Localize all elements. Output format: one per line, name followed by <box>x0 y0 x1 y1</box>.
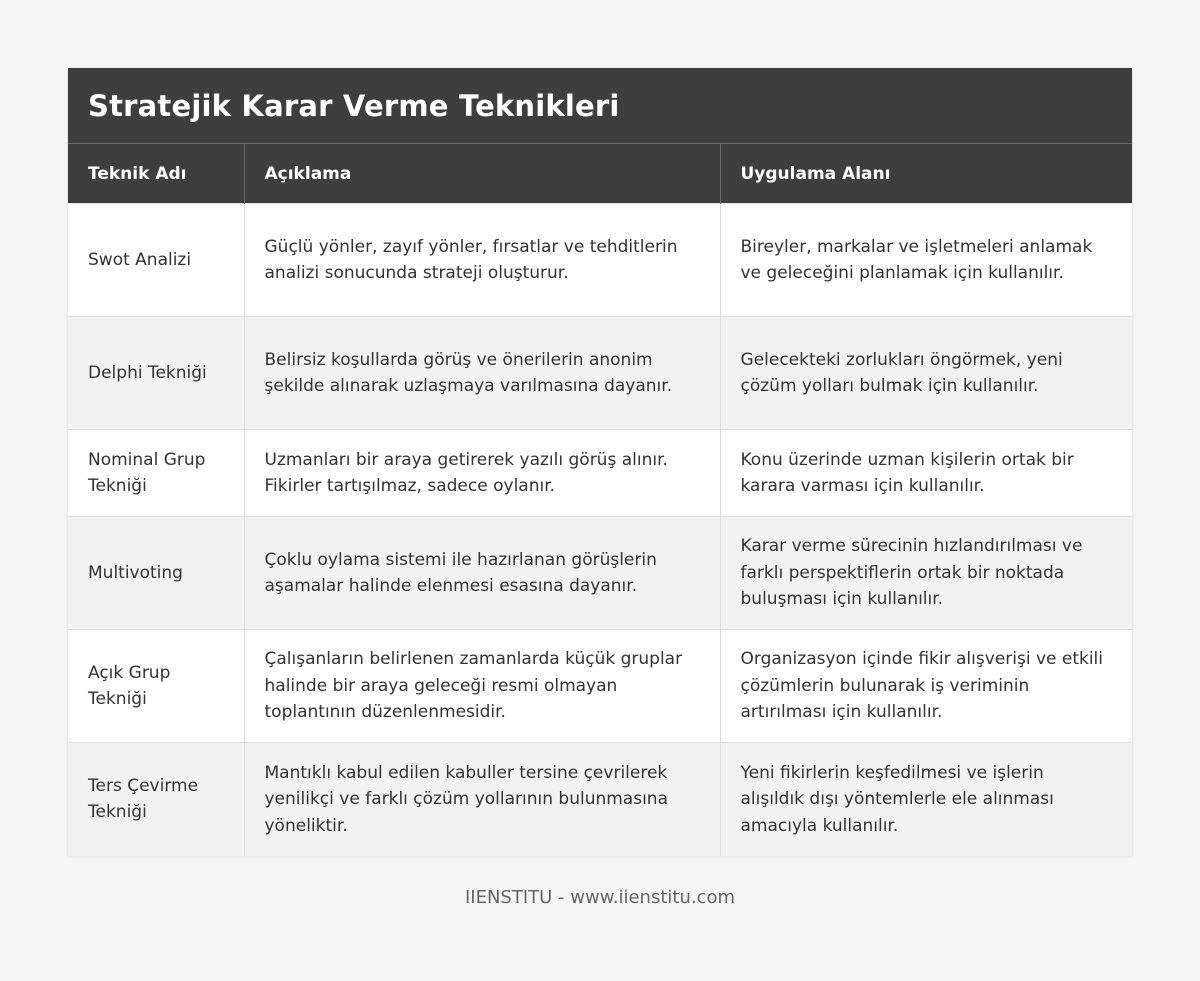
application-cell: Organizasyon içinde fikir alışverişi ve etkili çözümlerin bulunarak iş veriminin artırılması için kullanılır. <box>720 630 1132 743</box>
technique-name-cell: Açık Grup Tekniği <box>68 630 244 743</box>
table-row <box>68 430 1132 517</box>
application-cell: Yeni fikirlerin keşfedilmesi ve işlerin alışıldık dışı yöntemlerle ele alınması amacıyla kullanılır. <box>720 743 1132 856</box>
table-row <box>68 630 1132 743</box>
technique-name-cell: Nominal Grup Tekniği <box>68 430 244 517</box>
table-row <box>68 743 1132 856</box>
application-cell: Karar verme sürecinin hızlandırılması ve farklı perspektiflerin ortak bir noktada buluşması için kullanılır. <box>720 517 1132 630</box>
column-header-technique-name: Teknik Adı <box>68 144 244 204</box>
technique-name-cell: Swot Analizi <box>68 204 244 317</box>
title-bar <box>68 68 1132 143</box>
techniques-table <box>68 143 1132 856</box>
table-row <box>68 204 1132 317</box>
description-cell: Uzmanları bir araya getirerek yazılı görüş alınır. Fikirler tartışılmaz, sadece oylanır. <box>244 430 720 517</box>
footer-credit: IIENSTITU - www.iienstitu.com <box>464 887 736 908</box>
description-cell: Belirsiz koşullarda görüş ve önerilerin anonim şekilde alınarak uzlaşmaya varılmasına dayanır. <box>244 317 720 430</box>
table-row <box>68 317 1132 430</box>
application-cell: Gelecekteki zorlukları öngörmek, yeni çözüm yolları bulmak için kullanılır. <box>720 317 1132 430</box>
application-cell: Bireyler, markalar ve işletmeleri anlamak ve geleceğini planlamak için kullanılır. <box>720 204 1132 317</box>
column-header-application-area: Uygulama Alanı <box>720 144 1132 204</box>
column-header-description: Açıklama <box>244 144 720 204</box>
content-card <box>68 68 1132 856</box>
technique-name-cell: Delphi Tekniği <box>68 317 244 430</box>
technique-name-cell: Ters Çevirme Tekniği <box>68 743 244 856</box>
description-cell: Mantıklı kabul edilen kabuller tersine çevrilerek yenilikçi ve farklı çözüm yollarının bulunmasına yöneliktir. <box>244 743 720 856</box>
page-title: Stratejik Karar Verme Teknikleri <box>88 88 620 123</box>
table-header-row <box>68 144 1132 204</box>
table-row <box>68 517 1132 630</box>
description-cell: Çoklu oylama sistemi ile hazırlanan görüşlerin aşamalar halinde elenmesi esasına dayanır. <box>244 517 720 630</box>
technique-name-cell: Multivoting <box>68 517 244 630</box>
description-cell: Güçlü yönler, zayıf yönler, fırsatlar ve tehditlerin analizi sonucunda strateji oluşturur. <box>244 204 720 317</box>
description-cell: Çalışanların belirlenen zamanlarda küçük gruplar halinde bir araya geleceği resmi olmayan toplantının düzenlenmesidir. <box>244 630 720 743</box>
application-cell: Konu üzerinde uzman kişilerin ortak bir karara varması için kullanılır. <box>720 430 1132 517</box>
